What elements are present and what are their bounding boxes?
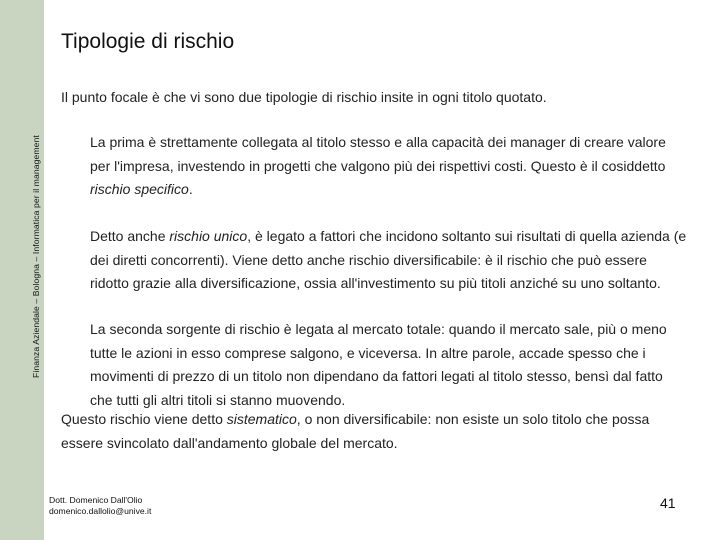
paragraph-unique-risk — [90, 225, 686, 296]
author-name: Dott. Domenico Dall'Olio — [49, 495, 143, 505]
sidebar-label: Finanza Aziendale – Bologna – Informatica per il management — [31, 135, 41, 378]
paragraph-line: ridotto grazie alla diversificazione, ossia all'investimento su più titoli anziché su uno soltanto. — [90, 275, 661, 291]
intro-paragraph — [61, 86, 547, 110]
paragraph-line: essere svincolato dall'andamento globale del mercato. — [61, 434, 398, 451]
paragraph-line: La seconda sorgente di rischio è legata al mercato totale: quando il mercato sale, più o meno — [90, 321, 667, 337]
emphasis-systematic-risk: sistematico — [226, 411, 297, 427]
author-email: domenico.dallolio@unive.it — [49, 506, 152, 516]
paragraph-text: , è legato a fattori che incidono soltanto sui risultati di quella azienda (e — [247, 228, 687, 244]
paragraph-line: che tutti gli altri titoli si stanno muovendo. — [90, 391, 346, 408]
paragraph-line: per l'impresa, investendo in progetti che valgono più dei rispettivi costi. Questo è il cosiddetto — [90, 157, 666, 174]
paragraph-text: Questo rischio viene detto — [61, 411, 227, 427]
paragraph-text: , o non diversificabile: non esiste un solo titolo che possa — [296, 411, 650, 427]
paragraph-line — [90, 225, 686, 249]
page-number: 41 — [660, 495, 676, 511]
paragraph-line — [90, 178, 666, 202]
paragraph-market-risk — [90, 318, 667, 412]
paragraph-text: . — [188, 181, 193, 197]
paragraph-line: La prima è strettamente collegata al titolo stesso e alla capacità dei manager di creare valore — [90, 134, 666, 150]
paragraph-text: Detto anche — [90, 228, 170, 244]
paragraph-line: tutte le azioni in esso comprese salgono, e viceversa. In altre parole, accade spesso che i — [90, 344, 646, 361]
emphasis-unique-risk: rischio unico — [169, 228, 248, 244]
slide-title: Tipologie di rischio — [61, 30, 235, 53]
paragraph-line: movimenti di prezzo di un titolo non dipendano da fattori legati al titolo stesso, bensì dal fatto — [90, 368, 663, 384]
paragraph-specific-risk — [90, 131, 666, 202]
emphasis-specific-risk: rischio specifico — [90, 181, 189, 197]
intro-line: Il punto focale è che vi sono due tipologie di rischio insite in ogni titolo quotato. — [61, 89, 547, 105]
paragraph-line — [61, 408, 649, 432]
paragraph-line: dei diretti concorrenti). Viene detto anche rischio diversificabile: è il rischio che può essere — [90, 251, 647, 268]
footer-author-block — [49, 495, 151, 517]
paragraph-systematic-risk — [61, 408, 649, 455]
